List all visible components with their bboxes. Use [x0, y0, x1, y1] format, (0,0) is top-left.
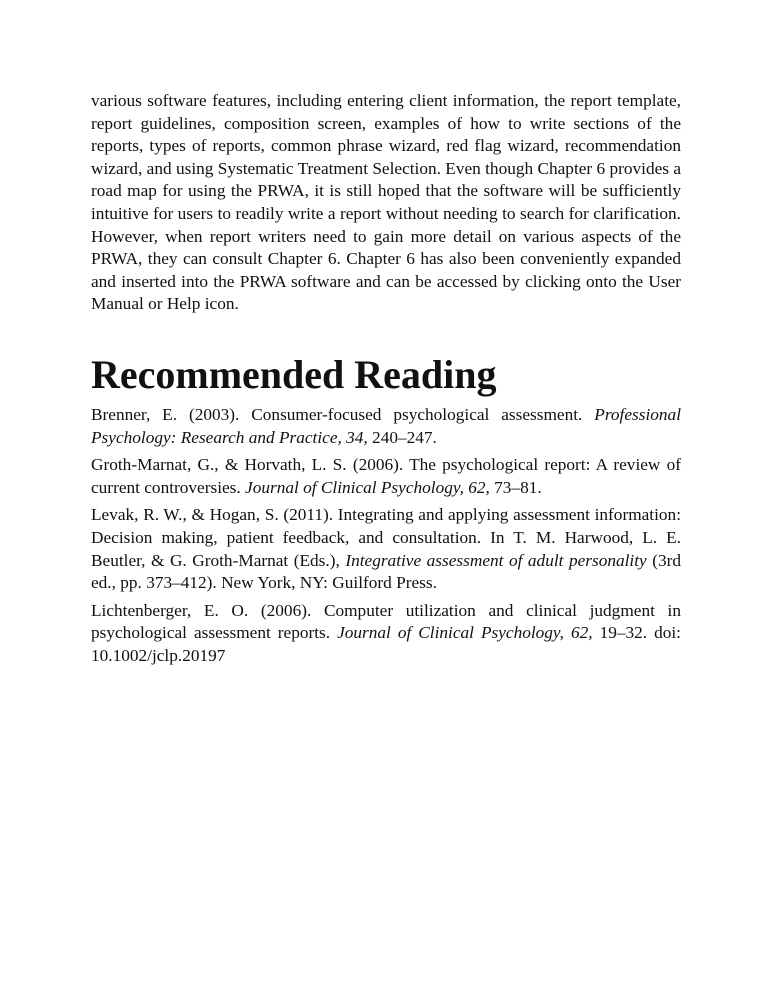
reference-item: [91, 454, 681, 499]
reference-source: Journal of Clinical Psychology, 62,: [245, 477, 490, 497]
reference-text: Levak, R. W., & Hogan, S. (2011). Integrating and applying assessment information: Decision making, patient feedback, and consultation. In T. M. Harwood, L. E. Beutler, & G. Groth-Marnat (Eds.),: [91, 505, 681, 570]
body-paragraph: various software features, including entering client information, the report template, report guidelines, composition screen, examples of how to write sections of the reports, types of reports, common phrase wizard, red flag wizard, recommendation wizard, and using Systematic Treatment Selection. Even though Chapter 6 provides a road map for using the PRWA, it is still hoped that the software will be sufficiently intuitive for users to readily write a report without needing to search for clarification. However, when report writers need to gain more detail on various aspects of the PRWA, they can consult Chapter 6. Chapter 6 has also been conveniently expanded and inserted into the PRWA software and can be accessed by clicking onto the User Manual or Help icon.: [91, 91, 681, 314]
reference-pages: 73–81.: [489, 477, 542, 497]
reference-source: Journal of Clinical Psychology, 62,: [337, 623, 593, 643]
reference-pages: 240–247.: [367, 427, 437, 447]
reference-item: [91, 504, 681, 594]
reference-text: Groth-Marnat, G., & Horvath, L. S. (2006). The psychological report: A review of current controversies.: [91, 455, 681, 497]
reference-item: [91, 404, 681, 449]
reference-text: Brenner, E. (2003). Consumer-focused psychological assessment.: [91, 404, 595, 424]
reference-item: [91, 600, 681, 668]
reference-text: Lichtenberger, E. O. (2006). Computer utilization and clinical judgment in psychological assessment reports.: [91, 600, 681, 643]
reference-pages: (3rd ed., pp. 373–412). New York, NY: Guilford Press.: [91, 550, 682, 593]
reference-pages: 19–32. doi: 10.1002/jclp.20197: [91, 623, 681, 665]
reference-source: Integrative assessment of adult personality: [345, 550, 647, 570]
document-page: [91, 90, 681, 672]
section-heading: Recommended Reading: [91, 351, 497, 397]
reference-source: Professional Psychology: Research and Practice, 34,: [91, 404, 681, 447]
reference-list: [91, 404, 681, 668]
